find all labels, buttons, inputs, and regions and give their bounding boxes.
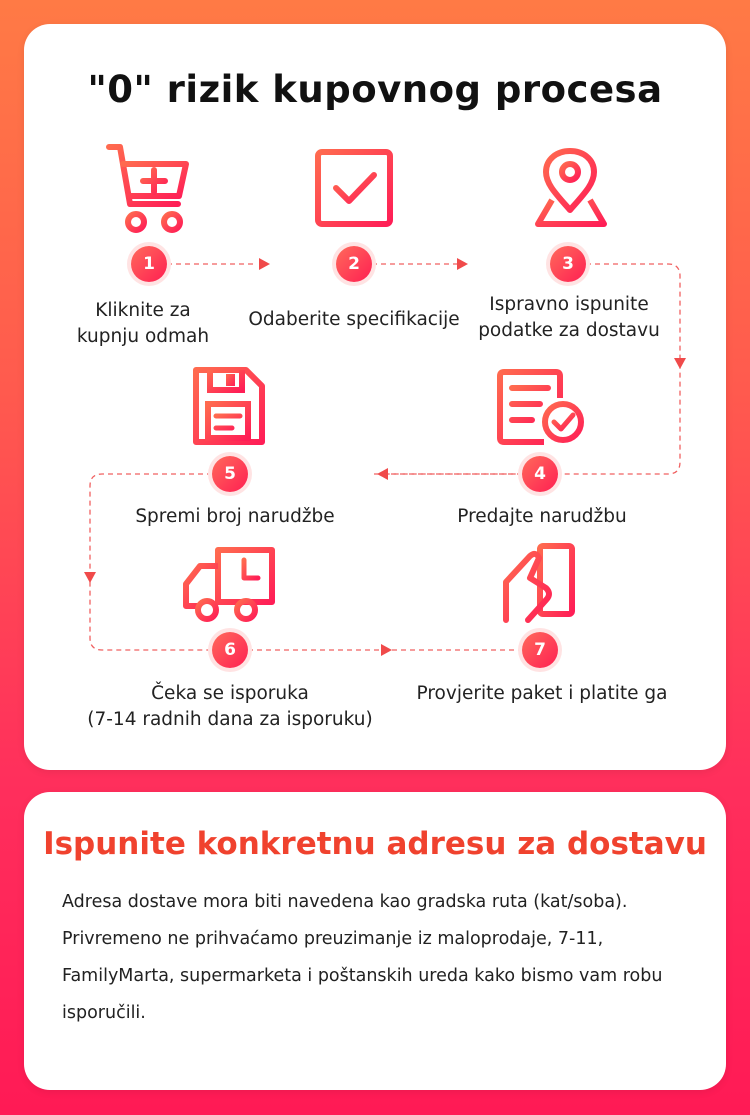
step-label-1: Kliknite za kupnju odmah: [76, 300, 210, 347]
shopping-cart-add-icon: [106, 142, 192, 234]
step-badge-6: 6: [212, 632, 248, 668]
save-floppy-icon: [192, 366, 266, 446]
step-badge-1: 1: [131, 246, 167, 282]
process-title: "0" rizik kupovnog procesa: [87, 68, 663, 111]
address-card: [24, 792, 726, 1090]
step-badge-2: 2: [336, 246, 372, 282]
step-label-5: Spremi broj narudžbe: [135, 506, 335, 527]
address-description: Adresa dostave mora biti navedena kao gradska ruta (kat/soba). Privremeno ne prihvaćamo preuzimanje iz maloprodaje, 7-11, FamilyMarta, supermarketa i poštanskih ureda kako bismo vam robu isporučili.: [62, 892, 663, 1023]
step-label-2: Odaberite specifikacije: [248, 309, 460, 330]
step-label-7: Provjerite paket i platite ga: [416, 683, 668, 704]
location-pin-icon: [532, 148, 612, 230]
delivery-truck-icon: [182, 546, 278, 624]
checkbox-icon: [314, 148, 396, 230]
step-label-3: Ispravno ispunite podatke za dostavu: [478, 294, 660, 341]
order-document-check-icon: [496, 368, 588, 448]
step-badge-4: 4: [522, 456, 558, 492]
process-card: [24, 24, 726, 770]
step-badge-5: 5: [212, 456, 248, 492]
step-badge-3: 3: [550, 246, 586, 282]
step-label-6: Čeka se isporuka (7-14 radnih dana za isporuku): [87, 683, 373, 730]
card-payment-icon: [498, 542, 582, 624]
address-title: Ispunite konkretnu adresu za dostavu: [43, 826, 707, 862]
process-flow: [24, 24, 726, 770]
step-label-4: Predajte narudžbu: [457, 506, 627, 527]
step-badge-7: 7: [522, 632, 558, 668]
